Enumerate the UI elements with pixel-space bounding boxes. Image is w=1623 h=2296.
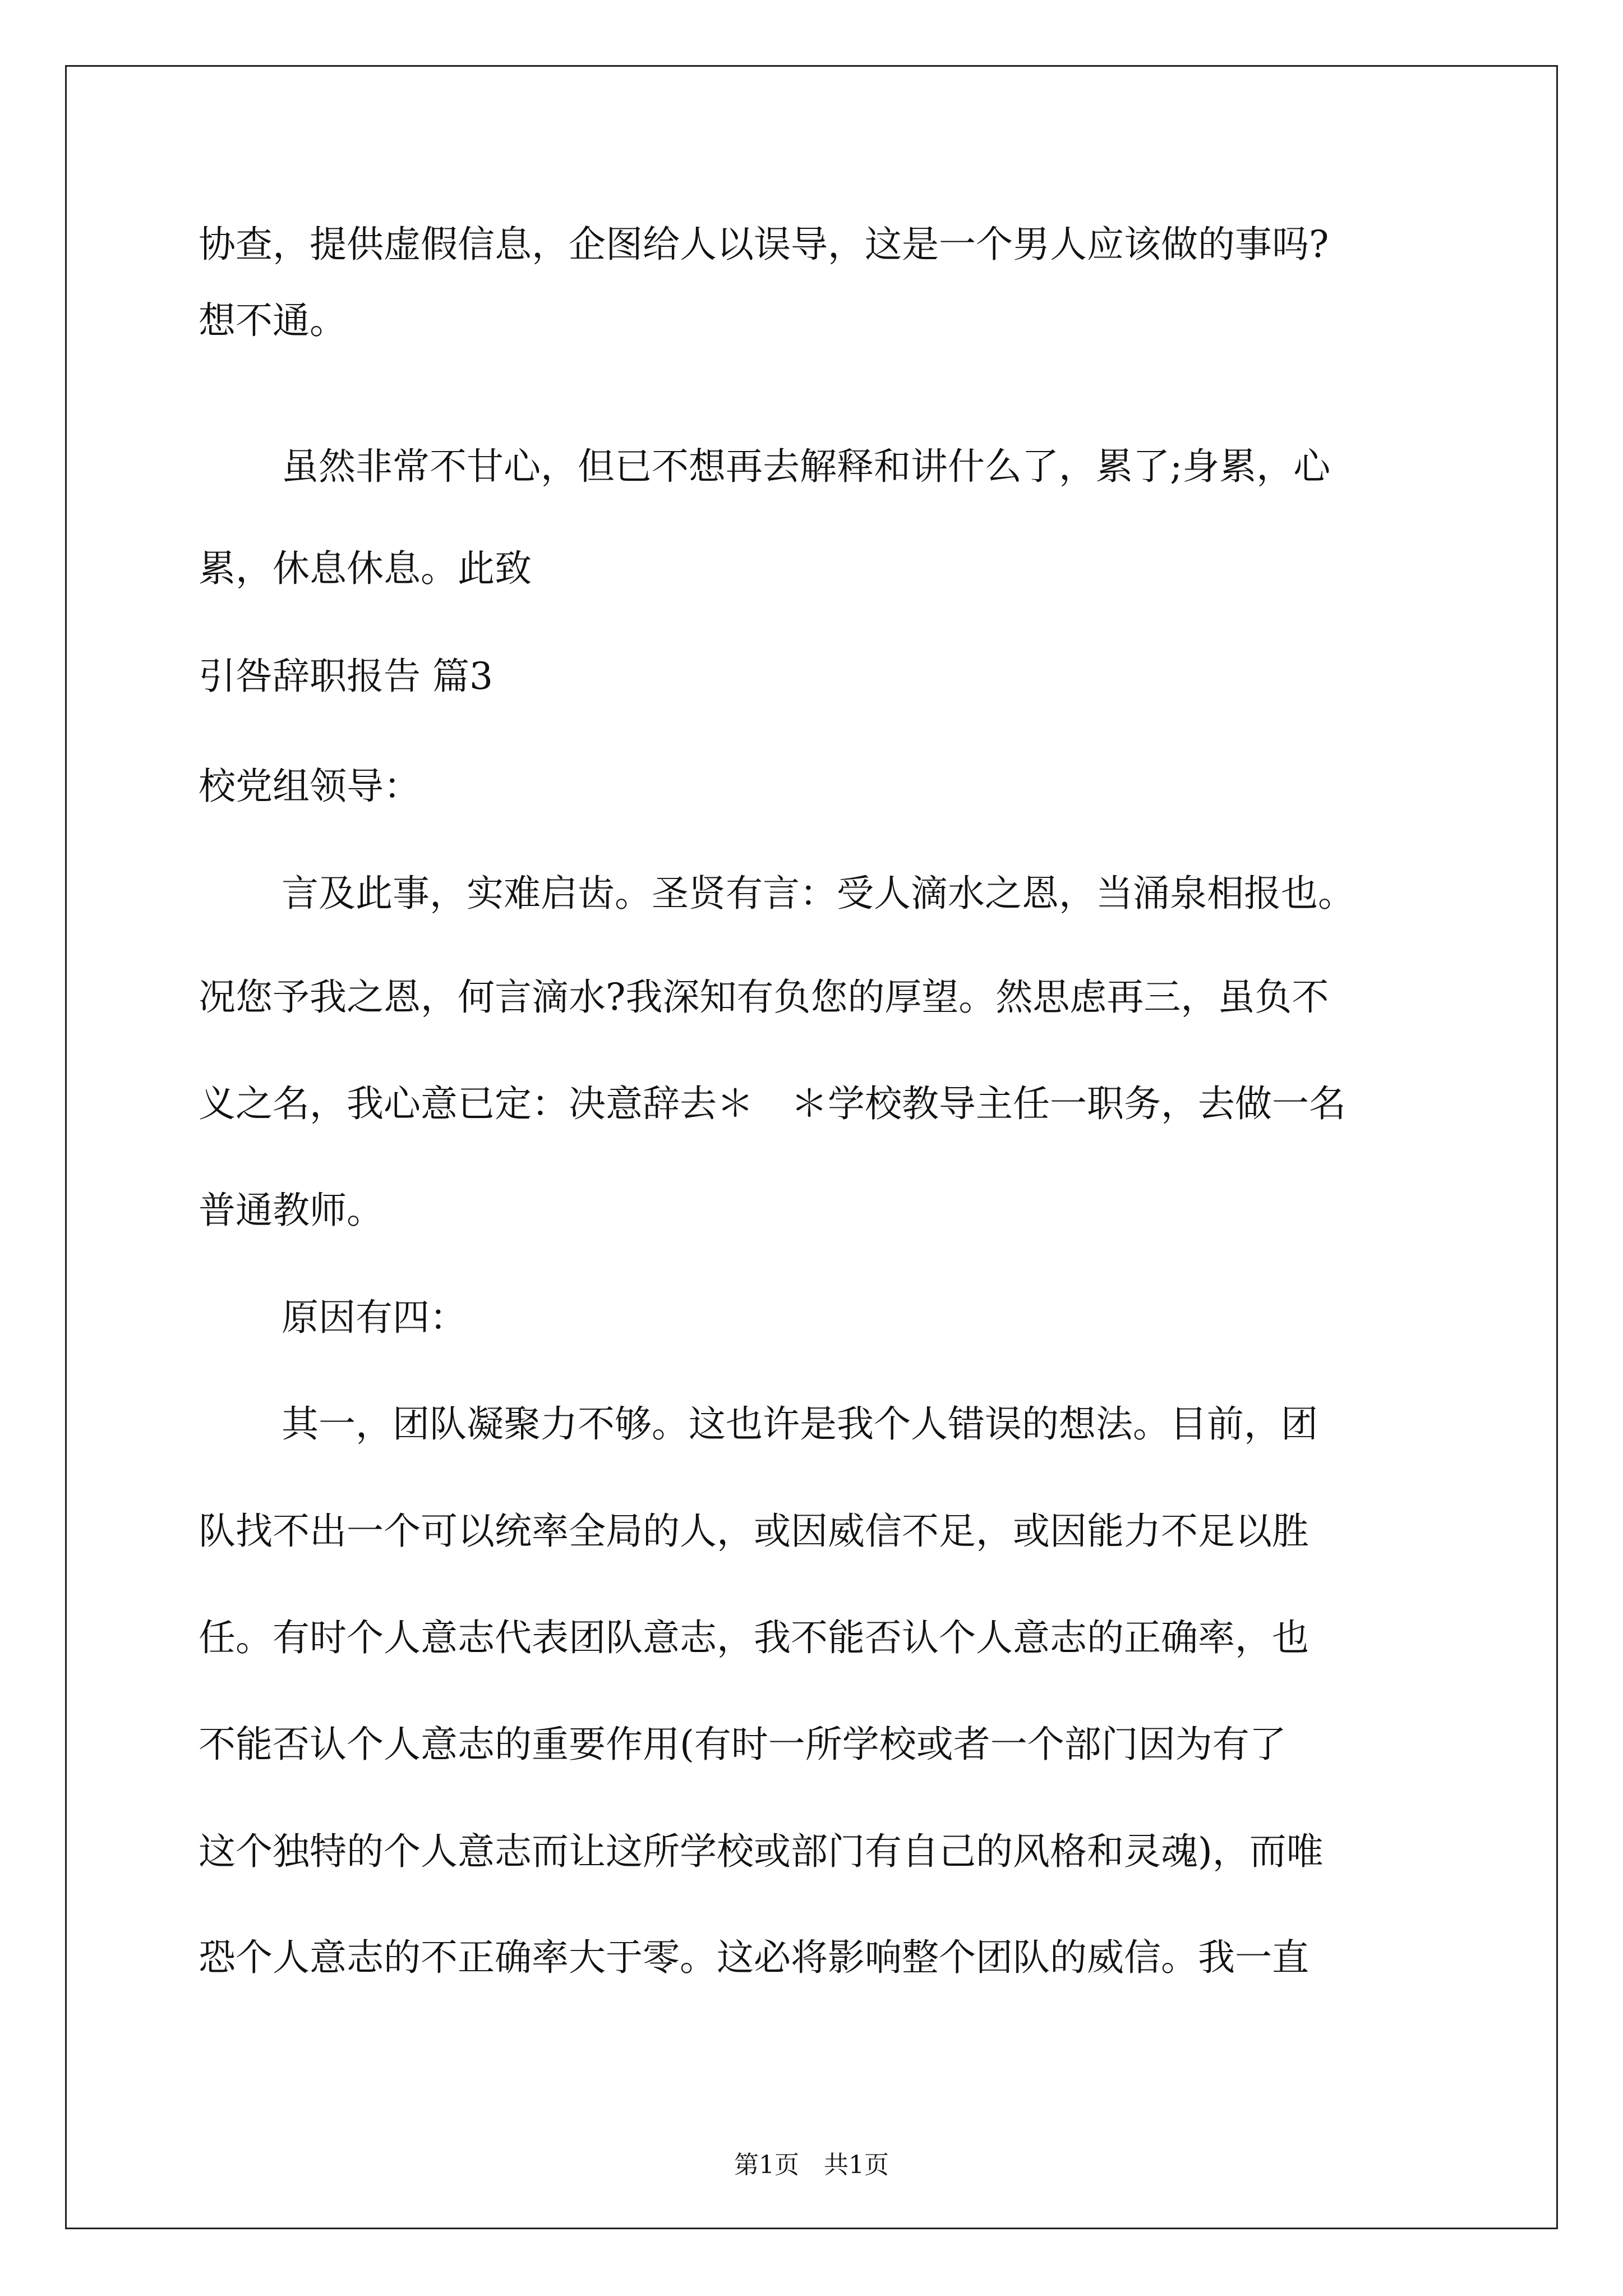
text-line: 任。有时个人意志代表团队意志，我不能否认个人意志的正确率，也 [199,1616,1309,1659]
text-line: 队找不出一个可以统率全局的人，或因威信不足，或因能力不足以胜 [199,1510,1309,1553]
text-line: 况您予我之恩，何言滴水?我深知有负您的厚望。然思虑再三，虽负不 [199,976,1329,1019]
paragraph-first-line: 原因有四： [282,1296,467,1339]
paragraph-first-line: 虽然非常不甘心，但已不想再去解释和讲什么了，累了;身累，心 [282,445,1331,488]
text-line: 义之名，我心意已定：决意辞去＊ ＊学校教导主任一职务，去做一名 [199,1082,1346,1125]
text-line: 普通教师。 [199,1189,384,1232]
text-line: 累，休息休息。此致 [199,547,532,590]
section-heading: 引咎辞职报告 篇3 [199,655,493,698]
paragraph-first-line: 言及此事，实难启齿。圣贤有言：受人滴水之恩，当涌泉相报也。 [282,872,1355,915]
text-line: 协查，提供虚假信息，企图给人以误导，这是一个男人应该做的事吗? [199,223,1329,266]
text-line: 不能否认个人意志的重要作用(有时一所学校或者一个部门因为有了 [199,1723,1287,1766]
page-footer: 第1页 共1页 [734,2151,889,2179]
text-line: 想不通。 [199,299,347,342]
page-border [65,65,1558,2229]
salutation: 校党组领导： [199,765,421,808]
paragraph-first-line: 其一，团队凝聚力不够。这也许是我个人错误的想法。目前，团 [282,1402,1318,1446]
text-line: 恐个人意志的不正确率大于零。这必将影响整个团队的威信。我一直 [199,1936,1309,1979]
text-line: 这个独特的个人意志而让这所学校或部门有自己的风格和灵魂)，而唯 [199,1830,1324,1873]
